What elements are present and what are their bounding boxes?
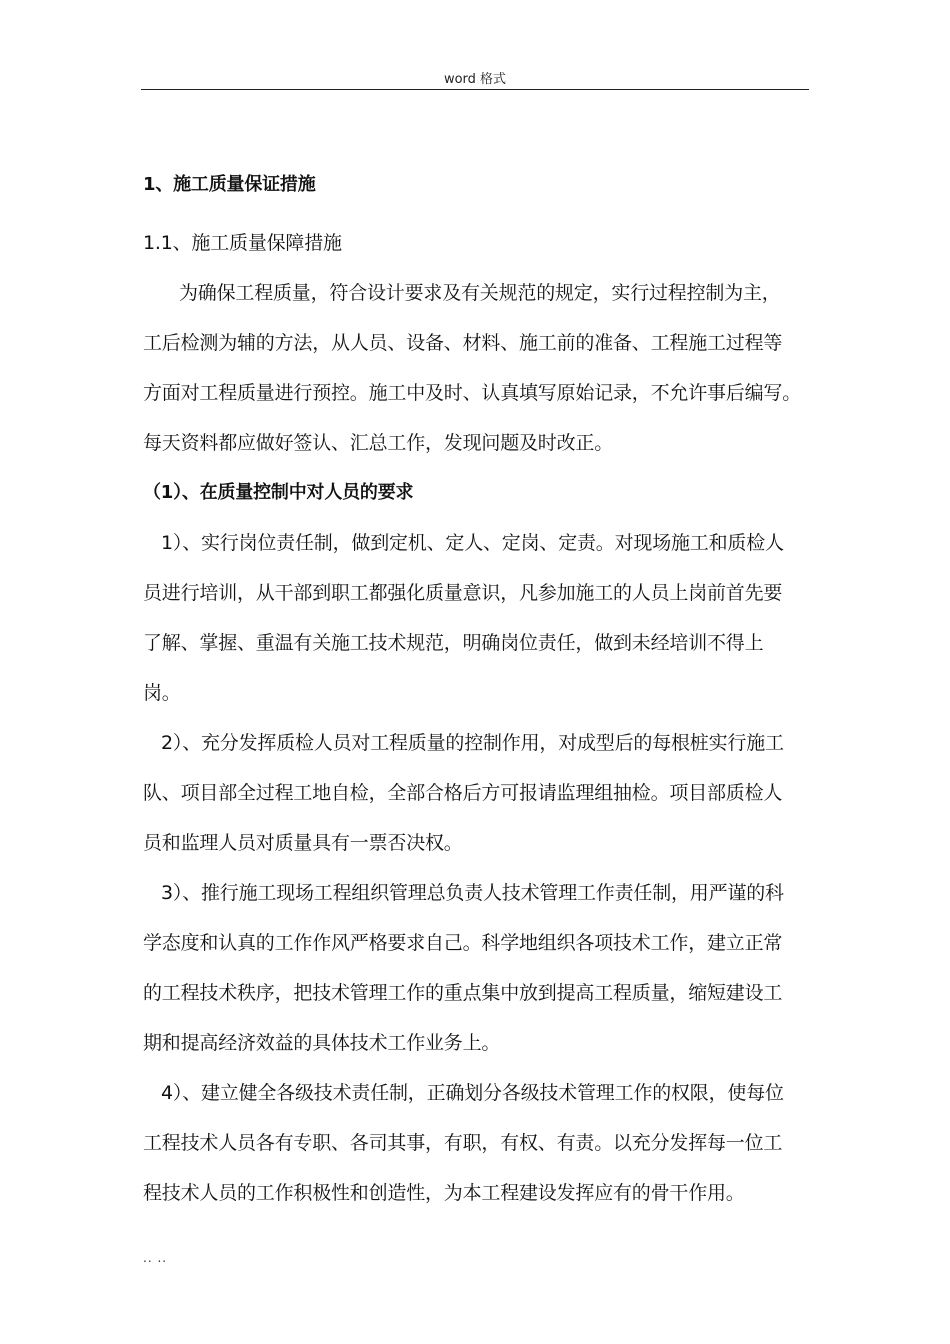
list-item-line: 员进行培训，从干部到职工都强化质量意识，凡参加施工的人员上岗前首先要 [143, 582, 783, 604]
page-header [141, 70, 809, 90]
list-item-line: 学态度和认真的工作作风严格要求自己。科学地组织各项技术工作，建立正常 [143, 932, 783, 954]
section-subtitle: 1.1、施工质量保障措施 [143, 232, 342, 254]
list-item-line: 期和提高经济效益的具体技术工作业务上。 [143, 1032, 501, 1054]
list-item-line: 的工程技术秩序，把技术管理工作的重点集中放到提高工程质量，缩短建设工 [143, 982, 783, 1004]
list-item-line: 工程技术人员各有专职、各司其事，有职，有权、有责。以充分发挥每一位工 [143, 1132, 783, 1154]
list-item-line: 程技术人员的工作积极性和创造性，为本工程建设发挥应有的骨干作用。 [143, 1182, 745, 1204]
subsection-heading: （1）、在质量控制中对人员的要求 [143, 482, 414, 503]
paragraph-line: 为确保工程质量，符合设计要求及有关规范的规定，实行过程控制为主， [179, 282, 781, 304]
document-body [143, 160, 809, 1218]
list-item-line: 3）、推行施工现场工程组织管理总负责人技术管理工作责任制，用严谨的科 [161, 882, 784, 904]
list-item-line: 队、项目部全过程工地自检，全部合格后方可报请监理组抽检。项目部质检人 [143, 782, 783, 804]
page-footer: .. .. [143, 1251, 168, 1265]
paragraph-line: 工后检测为辅的方法，从人员、设备、材料、施工前的准备、工程施工过程等 [143, 332, 783, 354]
list-item-line: 2）、充分发挥质检人员对工程质量的控制作用，对成型后的每根桩实行施工 [161, 732, 784, 754]
list-item-line: 4）、建立健全各级技术责任制，正确划分各级技术管理工作的权限，使每位 [161, 1082, 784, 1104]
paragraph-line: 每天资料都应做好签认、汇总工作，发现问题及时改正。 [143, 432, 614, 454]
list-item-line: 员和监理人员对质量具有一票否决权。 [143, 832, 463, 854]
list-item-line: 岗。 [143, 682, 181, 704]
list-item-line: 1）、实行岗位责任制，做到定机、定人、定岗、定责。对现场施工和质检人 [161, 532, 784, 554]
section-title: 1、施工质量保证措施 [143, 174, 316, 195]
header-text: word 格式 [443, 72, 507, 87]
list-item-line: 了解、掌握、重温有关施工技术规范，明确岗位责任，做到未经培训不得上 [143, 632, 764, 654]
paragraph-line: 方面对工程质量进行预控。施工中及时、认真填写原始记录，不允许事后编写。 [143, 382, 802, 404]
